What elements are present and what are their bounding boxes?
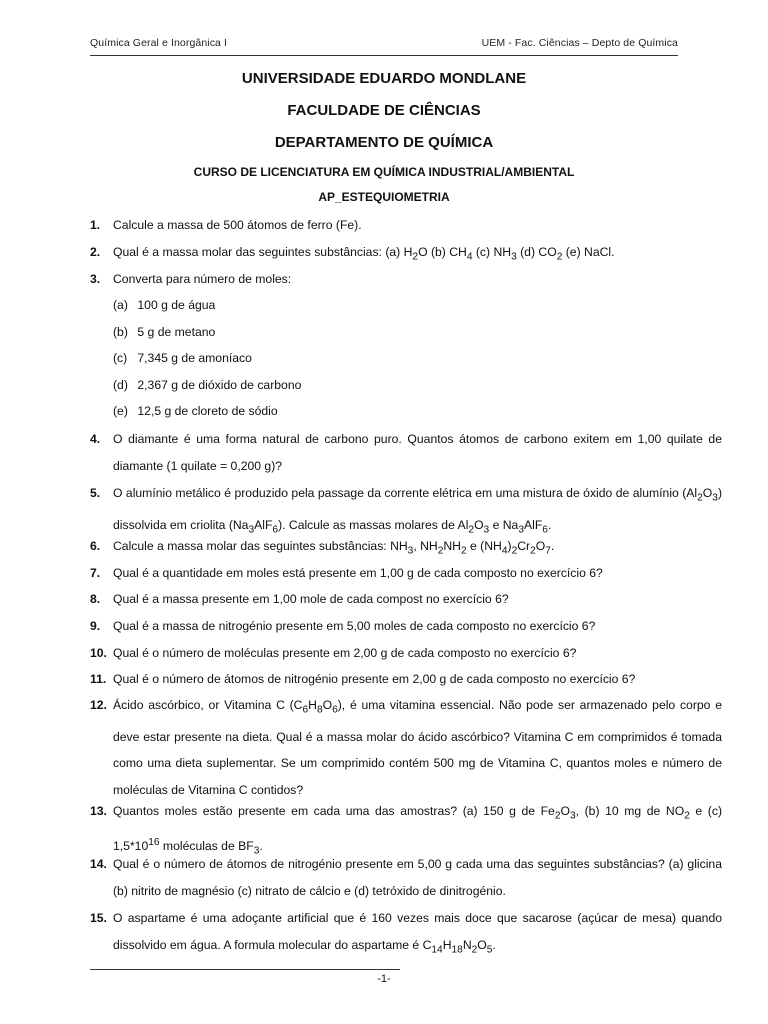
subitem-label: (c) [113, 351, 128, 366]
exercise-text: Ácido ascórbico, or Vitamina C $(C_6H_8O_6)$, é uma vitamina essencial. Não pode ser armazenado pelo corpo e deve estar presente na dieta. Qual é a massa molar do ácido ascórbico? Vitamina C em comprimidos é tomada como uma dieta suplementar. Se um comprimido contém 500 mg de Vitamina C, quantos moles e número de moléculas de Vitamina C contidos? [113, 698, 722, 797]
page-number: -1- [377, 973, 391, 985]
exercise-number: 12. [90, 698, 107, 712]
exercise-item [90, 426, 722, 479]
exercise-text: Qual é a massa presente em 1,00 mole de cada compost no exercício 6? [113, 592, 509, 606]
subitem [113, 372, 301, 399]
exercise-item [90, 640, 722, 667]
university-title: UNIVERSIDADE EDUARDO MONDLANE [241, 70, 527, 87]
exercise-item [90, 613, 722, 640]
exercise-number: 13. [90, 804, 107, 818]
exercise-item [90, 905, 722, 963]
header-institution: UEM - Fac. Ciências – Depto de Química [481, 37, 678, 49]
subitem-label: (e) [113, 404, 128, 419]
exercise-text: O alumínio metálico é produzido pela passage da corrente elétrica em uma mistura de óxido de alumínio $(Al_2O_3)$ dissolvida em criolita $(Na_3AlF_6)$. Calcule as massas molares de $Al_2O_3$ e $Na_3AlF_6$. [113, 486, 722, 536]
exercise-text: Quantos moles estão presente em cada uma das amostras? (a) 150 g de $Fe_2O_3$, (b) 10 mg de $NO_2$ e (c) $1,5*10^{16}$ moléculas de $BF_3$. [113, 804, 723, 857]
exercise-item [90, 851, 722, 904]
exercise-text: Qual é o número de moléculas presente em 2,00 g de cada composto no exercício 6? [113, 646, 577, 660]
exercise-number: 14. [90, 857, 107, 871]
exercise-item [90, 692, 722, 803]
subitem-text: 100 g de água [134, 298, 216, 312]
running-header [90, 37, 678, 49]
subitem-text: 7,345 g de amoníaco [134, 351, 252, 366]
exercise-number: 6. [90, 539, 101, 553]
exercise-text: Calcule a massa de 500 átomos de ferro (Fe). [113, 218, 362, 232]
exercise-text: Calcule a massa molar das seguintes substâncias: $NH_3$, $NH_2NH_2$ e $(NH_4)_2Cr_2O_7$. [113, 539, 555, 557]
exercise-number: 8. [90, 592, 101, 606]
department-title: DEPARTAMENTO DE QUÍMICA [274, 134, 494, 151]
subitem [113, 398, 278, 425]
subitem-label: (d) [113, 377, 128, 392]
subitem-text: 5 g de metano [134, 324, 216, 339]
exercise-number: 10. [90, 646, 107, 660]
exercise-number: 3. [90, 272, 101, 286]
subitem-text: 2,367 g de dióxido de carbono [134, 377, 302, 392]
exercise-text: Qual é a massa de nitrogénio presente em 5,00 moles de cada composto no exercício 6? [113, 619, 596, 633]
topic-title: AP_ESTEQUIOMETRIA [318, 190, 450, 204]
exercise-item [90, 266, 722, 293]
footer-rule [90, 969, 400, 970]
subitem-label: (b) [113, 324, 128, 339]
faculty-title: FACULDADE DE CIÊNCIAS [287, 102, 481, 119]
exercise-item [90, 586, 722, 613]
exercise-number: 1. [90, 218, 101, 232]
exercise-number: 4. [90, 432, 101, 446]
course-title: CURSO DE LICENCIATURA EM QUÍMICA INDUSTRIAL/AMBIENTAL [193, 165, 575, 179]
exercise-number: 5. [90, 486, 101, 500]
subitem-label: (a) [113, 298, 128, 312]
exercise-number: 11. [90, 672, 107, 686]
subitem [113, 292, 215, 319]
exercise-text: Qual é a quantidade em moles está presente em 1,00 g de cada composto no exercício 6? [113, 566, 603, 580]
subitem [113, 345, 252, 372]
exercise-number: 15. [90, 911, 107, 925]
exercise-text: Qual é o número de átomos de nitrogénio presente em 2,00 g de cada composto no exercício 6? [113, 672, 636, 686]
exercise-text: O diamante é uma forma natural de carbono puro. Quantos átomos de carbono exitem em 1,00 quilate de diamante (1 quilate = 0,200 g)? [113, 432, 722, 473]
exercise-text: O aspartame é uma adoçante artificial que é 160 vezes mais doce que sacarose (açúcar de mesa) quando dissolvido em água. A formula molecular do aspartame é $C_{14}H_{18}N_2O_5$. [113, 911, 722, 955]
exercise-text: Converta para número de moles: [113, 272, 292, 286]
subitem-text: 12,5 g de cloreto de sódio [134, 404, 278, 419]
exercise-item [90, 666, 722, 693]
exercise-number: 7. [90, 566, 101, 580]
exercise-item [90, 560, 722, 587]
header-course: Química Geral e Inorgânica I [90, 37, 228, 49]
exercise-number: 9. [90, 619, 101, 633]
exercise-text: Qual é o número de átomos de nitrogénio presente em 5,00 g cada uma das seguintes substâncias? (a) glicina (b) nitrito de magnésio (c) nitrato de cálcio e (d) tetróxido de dinitrogénio. [113, 857, 722, 898]
exercise-number: 2. [90, 245, 101, 259]
header-rule [90, 55, 678, 56]
exercise-item [90, 212, 722, 239]
subitem [113, 319, 215, 346]
exercise-text: Qual é a massa molar das seguintes substâncias: (a) $H_2O$ (b) $CH_4$ (c) $NH_3$ (d) $CO_2$ (e) NaCl. [113, 245, 615, 263]
